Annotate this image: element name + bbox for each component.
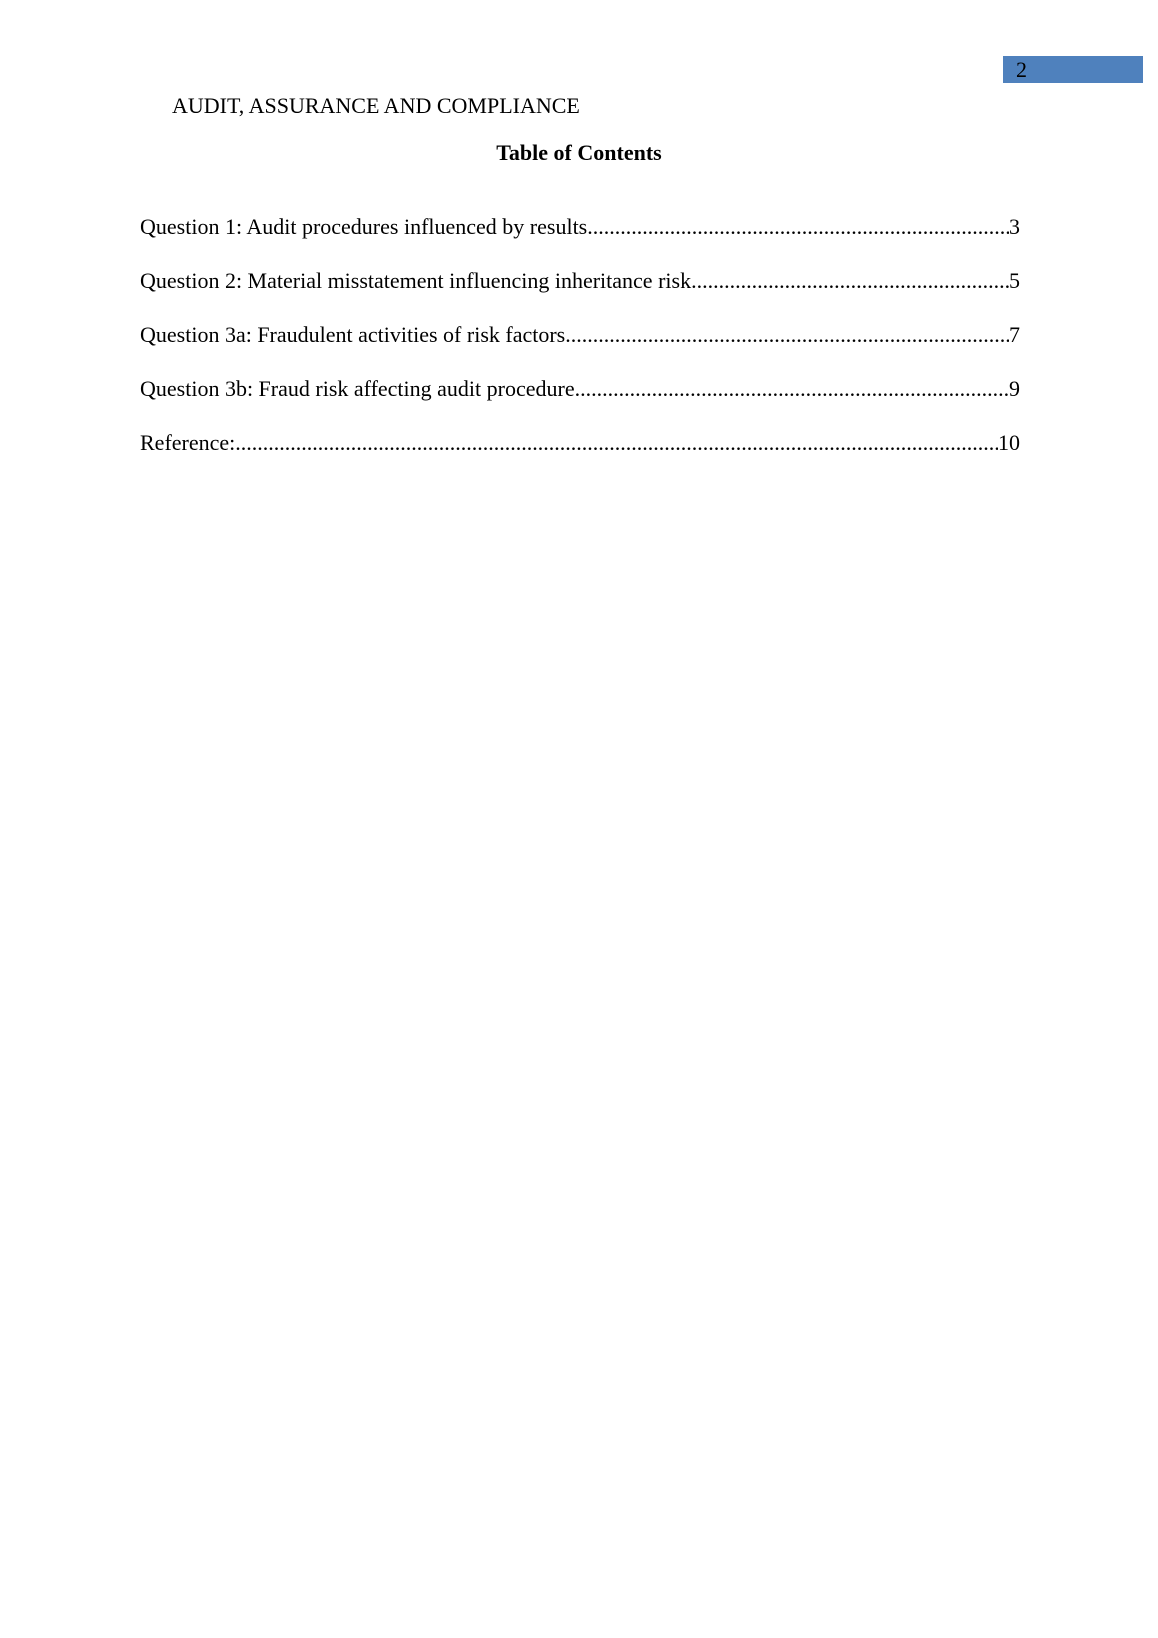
toc-entry-question-3b[interactable] bbox=[140, 375, 1020, 429]
toc-entry-page: 9 bbox=[1009, 376, 1020, 401]
page-number: 2 bbox=[1016, 57, 1027, 82]
toc-entry-question-3a[interactable] bbox=[140, 321, 1020, 375]
toc-entry-text: Question 3a: Fraudulent activities of risk factors bbox=[140, 322, 566, 347]
toc-entry-page: 7 bbox=[1009, 322, 1020, 347]
toc-title: Table of Contents bbox=[496, 140, 662, 165]
toc-dot-leader bbox=[575, 375, 1009, 403]
toc-entry-question-1[interactable] bbox=[140, 213, 1020, 267]
toc-dot-leader bbox=[587, 213, 1009, 241]
toc-entry-text: Question 3b: Fraud risk affecting audit procedure bbox=[140, 376, 575, 401]
toc-entry-text: Reference: bbox=[140, 430, 236, 455]
toc-entry-page: 3 bbox=[1009, 214, 1020, 239]
toc-entry-page: 10 bbox=[998, 430, 1020, 455]
toc-dot-leader bbox=[565, 321, 1009, 349]
table-of-contents bbox=[140, 213, 1020, 483]
toc-entry-text: Question 2: Material misstatement influencing inheritance risk bbox=[140, 268, 692, 293]
running-header: AUDIT, ASSURANCE AND COMPLIANCE bbox=[172, 93, 580, 118]
toc-entry-reference[interactable] bbox=[140, 429, 1020, 483]
toc-entry-question-2[interactable] bbox=[140, 267, 1020, 321]
toc-entry-text: Question 1: Audit procedures influenced by results bbox=[140, 214, 588, 239]
toc-entry-page: 5 bbox=[1009, 268, 1020, 293]
toc-dot-leader bbox=[691, 267, 1009, 295]
toc-dot-leader bbox=[235, 429, 998, 457]
page-number-badge bbox=[1003, 56, 1143, 83]
